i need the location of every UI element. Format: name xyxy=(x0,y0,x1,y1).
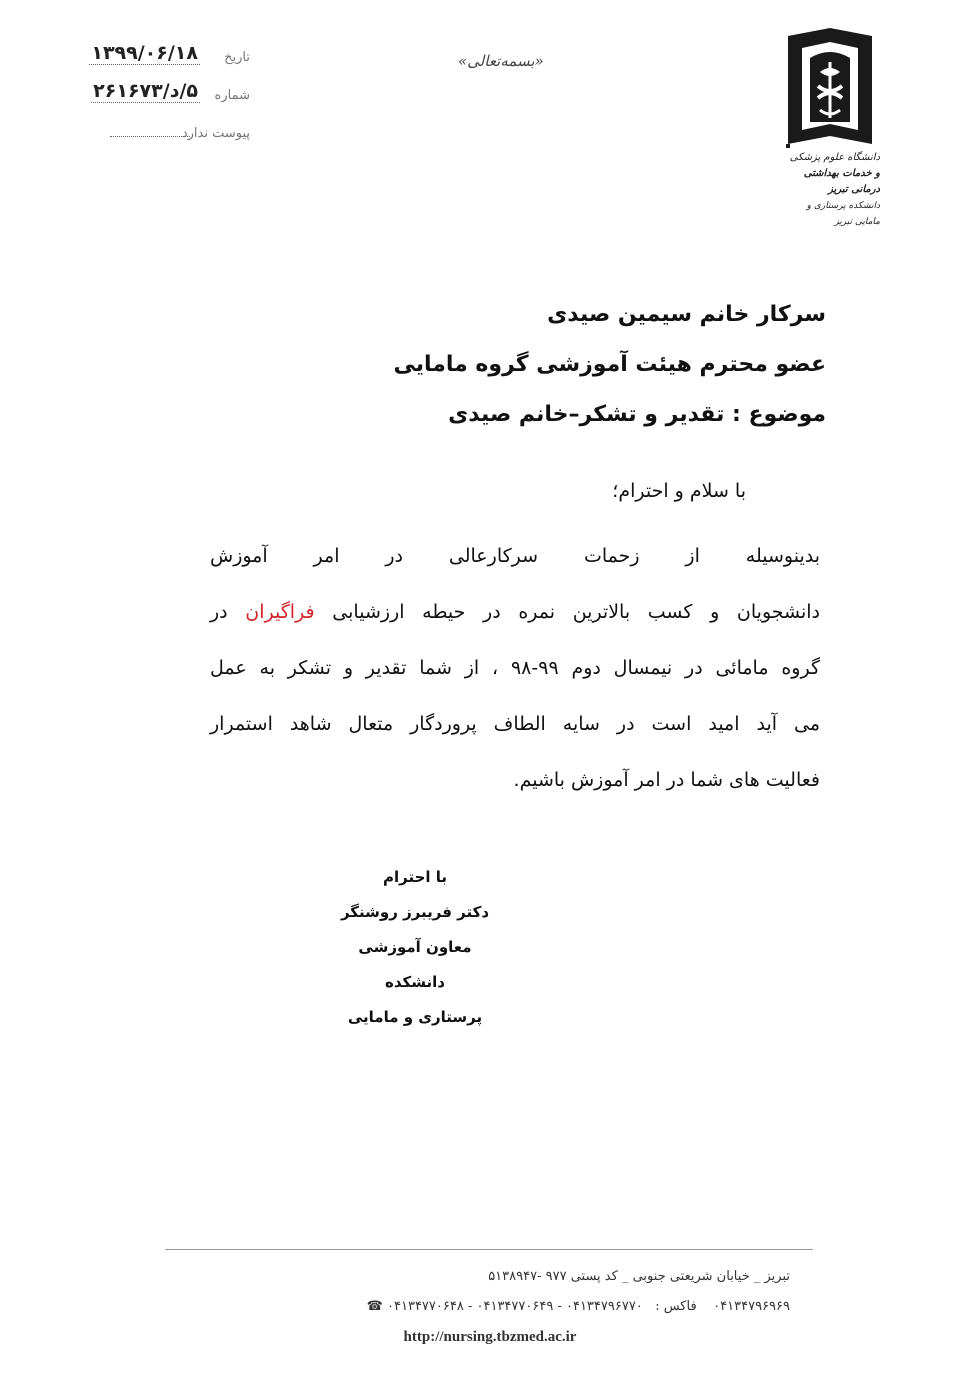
attachment-label: پیوست ندارد xyxy=(181,126,250,141)
signer-title-1: معاون آموزشی دانشکده xyxy=(358,938,472,991)
number-label: شماره xyxy=(214,88,250,103)
fax-label: فاکس : xyxy=(655,1299,697,1314)
subject-line: موضوع : تقدیر و تشکر–خانم صیدی xyxy=(448,402,826,427)
body-line-3: گروه مامائی در نیمسال دوم ۹۹-۹۸ ، از شما تقدیر و تشکر به عمل xyxy=(210,657,820,679)
logo-text-line1: دانشگاه علوم پزشکی xyxy=(789,152,880,163)
logo-text-line2: و خدمات بهداشتی درمانی تبریز xyxy=(803,168,880,195)
fax-numbers: ۰۴۱۳۴۷۹۶۷۷۰ - ۰۴۱۳۴۷۷۰۶۴۹ - ۰۴۱۳۴۷۷۰۶۴۸ xyxy=(387,1299,643,1314)
number-row xyxy=(93,80,250,118)
university-logo xyxy=(780,26,880,227)
closing: با احترام xyxy=(382,868,448,886)
addressee-block xyxy=(393,290,826,440)
basmala: «بسمه‌تعالی» xyxy=(458,52,544,70)
logo-text-line3: دانشکده پرستاری و مامایی تبریز xyxy=(806,201,880,227)
signer-name: دکتر فریبرز روشنگر xyxy=(340,903,490,921)
date-row xyxy=(91,42,250,80)
number-value: ۵/د/۲۶۱۶۷۳ xyxy=(93,80,198,102)
addressee-name: سرکار خانم سیمین صیدی xyxy=(547,302,826,327)
body-line-1: بدینوسیله از زحمات سرکارعالی در امر آموزش xyxy=(210,545,820,567)
body-line-4: می آید امید است در سایه الطاف پروردگار متعال شاهد استمرار xyxy=(210,713,820,735)
date-value: ۱۳۹۹/۰۶/۱۸ xyxy=(91,42,198,64)
signer-title-2: پرستاری و مامایی xyxy=(347,1008,483,1026)
footer-contacts xyxy=(190,1292,790,1322)
letter-meta xyxy=(91,42,250,156)
phone-number: ۰۴۱۳۴۷۹۶۹۶۹ xyxy=(713,1299,790,1314)
date-label: تاریخ xyxy=(224,50,250,65)
fax-icon: ☎ xyxy=(366,1299,383,1314)
highlight-word: فراگیران xyxy=(245,601,315,623)
footer-address: تبریز _ خیابان شریعتی جنوبی _ کد پستی ۹۷۷ -۵۱۳۸۹۴۷ xyxy=(488,1269,790,1284)
signature-block xyxy=(340,860,490,1035)
footer-divider xyxy=(165,1249,813,1250)
footer xyxy=(190,1262,790,1352)
letter-body xyxy=(210,528,820,808)
addressee-title: عضو محترم هیئت آموزشی گروه مامایی xyxy=(393,352,826,377)
body-line-2-start: دانشجویان و کسب بالاترین نمره در حیطه ارزشیابی xyxy=(332,601,820,623)
greeting: با سلام و احترام؛ xyxy=(612,480,746,502)
website[interactable]: http://nursing.tbzmed.ac.ir xyxy=(403,1329,577,1345)
body-line-5: فعالیت های شما در امر آموزش باشیم. xyxy=(513,769,820,791)
body-line-2 xyxy=(210,584,820,640)
body-line-2-end: در xyxy=(210,601,228,623)
attachment-line xyxy=(110,136,190,137)
attachment-row xyxy=(100,118,250,156)
